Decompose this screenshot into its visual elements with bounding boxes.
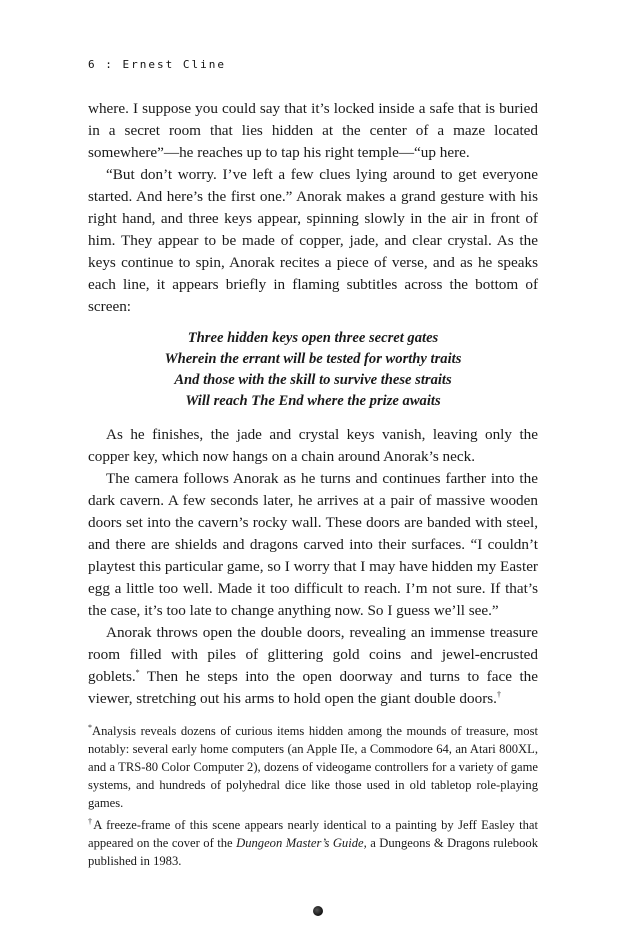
footnote-1-text: Analysis reveals dozens of curious items hidden among the mounds of treasure, most notably: several early home computers (an Apple IIe, a Commodore 64, an Atari 800XL, and a TRS-80 Color Computer 2), dozens of videogame controllers for a variety of game systems, and hundreds of polyhedral dice like those used in old tabletop role-playing games. [88, 724, 538, 810]
footnote-2-text: A freeze-frame of this scene appears nearly identical to a painting by Jeff Easley that appeared on the cover of the [88, 818, 539, 850]
verse-line: And those with the skill to survive these straits [174, 372, 452, 388]
book-title: Dungeon Master’s Guide, [236, 836, 367, 850]
verse-line: Three hidden keys open three secret gates [187, 330, 439, 346]
paragraph-5-text: Anorak throws open the double doors, revealing an immense treasure room filled with piles of glittering gold coins and jewel-encrusted goblets. [88, 624, 538, 685]
paragraph-3: As he finishes, the jade and crystal keys vanish, leaving only the copper key, which now hangs on a chain around Anorak’s neck. [88, 426, 538, 465]
running-head: 6 : Ernest Cline [88, 58, 226, 71]
footnote-1-mark: * [88, 722, 92, 732]
body-text [88, 98, 538, 710]
paragraph-5 [88, 622, 538, 710]
footnote-ref-1[interactable]: * [135, 667, 140, 677]
footnote-2-text: a Dungeons & Dragons rulebook published in 1983. [88, 836, 538, 868]
footnote-1 [88, 722, 538, 812]
footnote-ref-2[interactable]: † [496, 689, 501, 699]
footnotes [88, 722, 538, 874]
verse-block [88, 328, 538, 412]
footnote-2 [88, 816, 538, 870]
paragraph-1: where. I suppose you could say that it’s locked inside a safe that is buried in a secret room that lies hidden at the center of a maze located somewhere”—he reaches up to tap his right temple—“up here. [88, 100, 538, 161]
paragraph-5-text: Then he steps into the open doorway and turns to face the viewer, stretching out his arms to hold open the giant double doors. [88, 668, 538, 707]
paragraph-2: “But don’t worry. I’ve left a few clues lying around to get everyone started. And here’s the first one.” Anorak makes a grand gesture with his right hand, and three keys appear, spinning slowly in the air in front of him. They appear to be made of copper, jade, and clear crystal. As the keys continue to spin, Anorak recites a piece of verse, and as he speaks each line, it appears briefly in flaming subtitles across the bottom of screen: [88, 166, 538, 315]
paragraph-4: The camera follows Anorak as he turns and continues farther into the dark cavern. A few seconds later, he arrives at a pair of massive wooden doors set into the cavern’s rocky wall. These doors are banded with steel, and there are shields and dragons carved into their surfaces. “I couldn’t playtest this particular game, so I worry that I may have hidden my Easter egg a little too well. Made it too difficult to reach. I’m not sure. If that’s the case, it’s too late to change anything now. So I guess we’ll see.” [88, 470, 538, 619]
verse-line: Will reach The End where the prize awaits [185, 393, 441, 409]
page-marker-dot [313, 906, 323, 916]
verse-line: Wherein the errant will be tested for worthy traits [164, 351, 462, 367]
footnote-2-mark: † [88, 816, 94, 826]
